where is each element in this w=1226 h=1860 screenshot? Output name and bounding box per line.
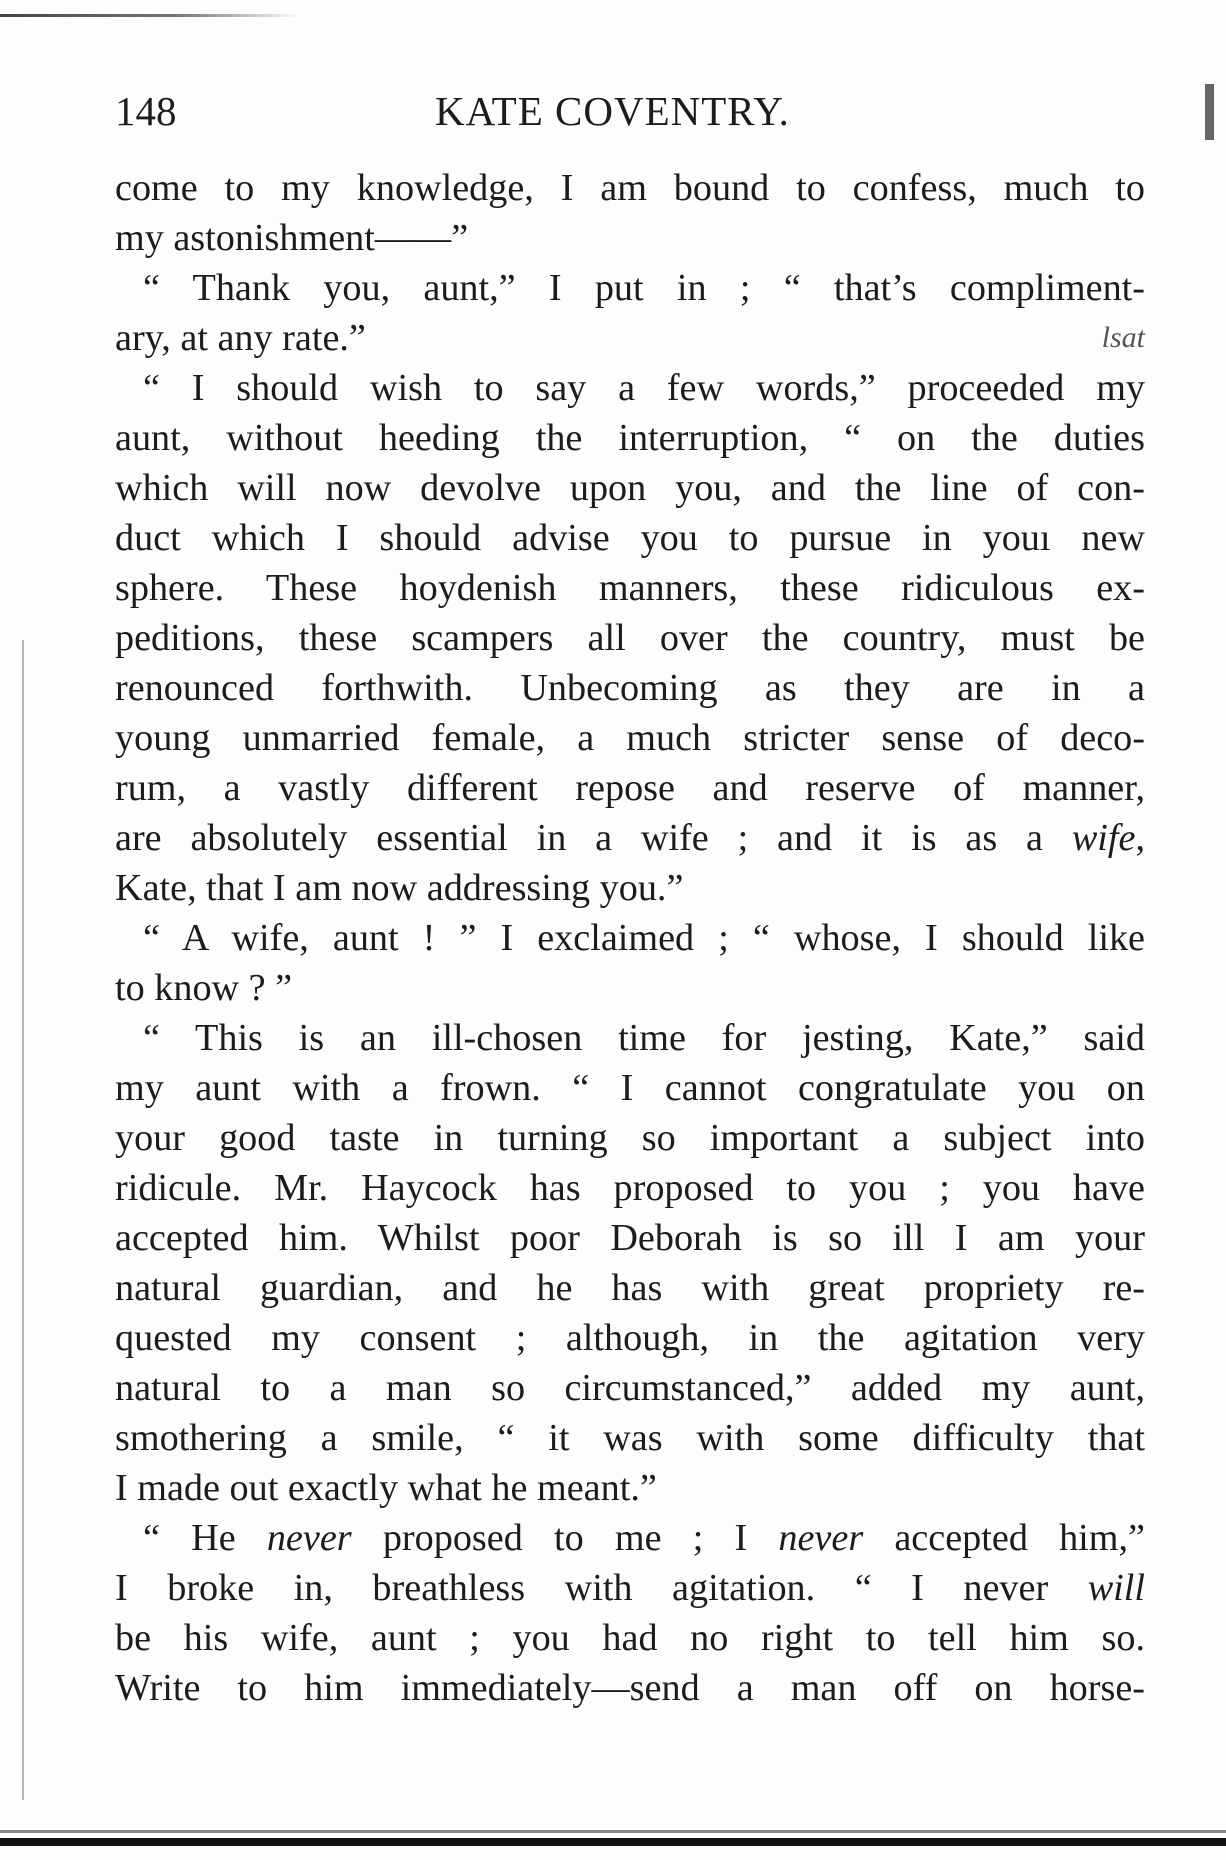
text-line: “ A wife, aunt ! ” I exclaimed ; “ whose, I should like bbox=[143, 917, 1145, 959]
text-line: Write to him immediately—send a man off on horse- bbox=[115, 1667, 1145, 1709]
text-line: “ I should wish to say a few words,” proceeded my bbox=[143, 367, 1145, 409]
text-line: natural guardian, and he has with great propriety re- bbox=[115, 1267, 1145, 1309]
text-line: sphere. These hoydenish manners, these ridiculous ex- bbox=[115, 567, 1145, 609]
text-line: “ He never proposed to me ; I never accepted him,” bbox=[143, 1517, 1145, 1559]
text-line: “ This is an ill-chosen time for jesting, Kate,” said bbox=[143, 1017, 1145, 1059]
scan-artifact-top-line bbox=[0, 14, 300, 17]
text-line: I broke in, breathless with agitation. “ I never will bbox=[115, 1567, 1145, 1609]
scan-artifact-left-line bbox=[22, 640, 24, 1800]
text-line: are absolutely essential in a wife ; and it is as a wife, bbox=[115, 817, 1145, 859]
text-line: renounced forthwith. Unbecoming as they are in a bbox=[115, 667, 1145, 709]
text-line: natural to a man so circumstanced,” added my aunt, bbox=[115, 1367, 1145, 1409]
text-line: ary, at any rate.” lsat bbox=[115, 313, 1145, 363]
running-title: KATE COVENTRY. bbox=[435, 88, 790, 134]
scan-artifact-right-mark bbox=[1205, 84, 1214, 140]
text-line: which will now devolve upon you, and the line of con- bbox=[115, 467, 1145, 509]
text-line: I made out exactly what he meant.” bbox=[115, 1467, 657, 1509]
text-line: accepted him. Whilst poor Deborah is so ill I am your bbox=[115, 1217, 1145, 1259]
text-line: duct which I should advise you to pursue in youı new bbox=[115, 517, 1145, 559]
running-head bbox=[115, 86, 1145, 136]
text-line: “ Thank you, aunt,” I put in ; “ that’s compliment- bbox=[143, 267, 1145, 309]
text-line: quested my consent ; although, in the agitation very bbox=[115, 1317, 1145, 1359]
text-line: your good taste in turning so important a subject into bbox=[115, 1117, 1145, 1159]
body-text bbox=[115, 163, 1145, 1713]
text-line: peditions, these scampers all over the country, must be bbox=[115, 617, 1145, 659]
text-line: aunt, without heeding the interruption, “ on the duties bbox=[115, 417, 1145, 459]
margin-annotation: lsat bbox=[1101, 321, 1145, 354]
text-line: smothering a smile, “ it was with some difficulty that bbox=[115, 1417, 1145, 1459]
page-number: 148 bbox=[115, 88, 177, 134]
text-line: young unmarried female, a much stricter sense of deco- bbox=[115, 717, 1145, 759]
scan-artifact-bottom-bar bbox=[0, 1838, 1226, 1846]
scan-artifact-bottom-line bbox=[0, 1830, 1226, 1833]
text-line: come to my knowledge, I am bound to confess, much to bbox=[115, 167, 1145, 209]
text-line: be his wife, aunt ; you had no right to tell him so. bbox=[115, 1617, 1145, 1659]
text-line: my aunt with a frown. “ I cannot congratulate you on bbox=[115, 1067, 1145, 1109]
text-line: rum, a vastly different repose and reserve of manner, bbox=[115, 767, 1145, 809]
text-line: ridicule. Mr. Haycock has proposed to you ; you have bbox=[115, 1167, 1145, 1209]
text-line: my astonishment——” bbox=[115, 217, 469, 259]
text-line: Kate, that I am now addressing you.” bbox=[115, 867, 684, 909]
text-line: to know ? ” bbox=[115, 967, 293, 1009]
